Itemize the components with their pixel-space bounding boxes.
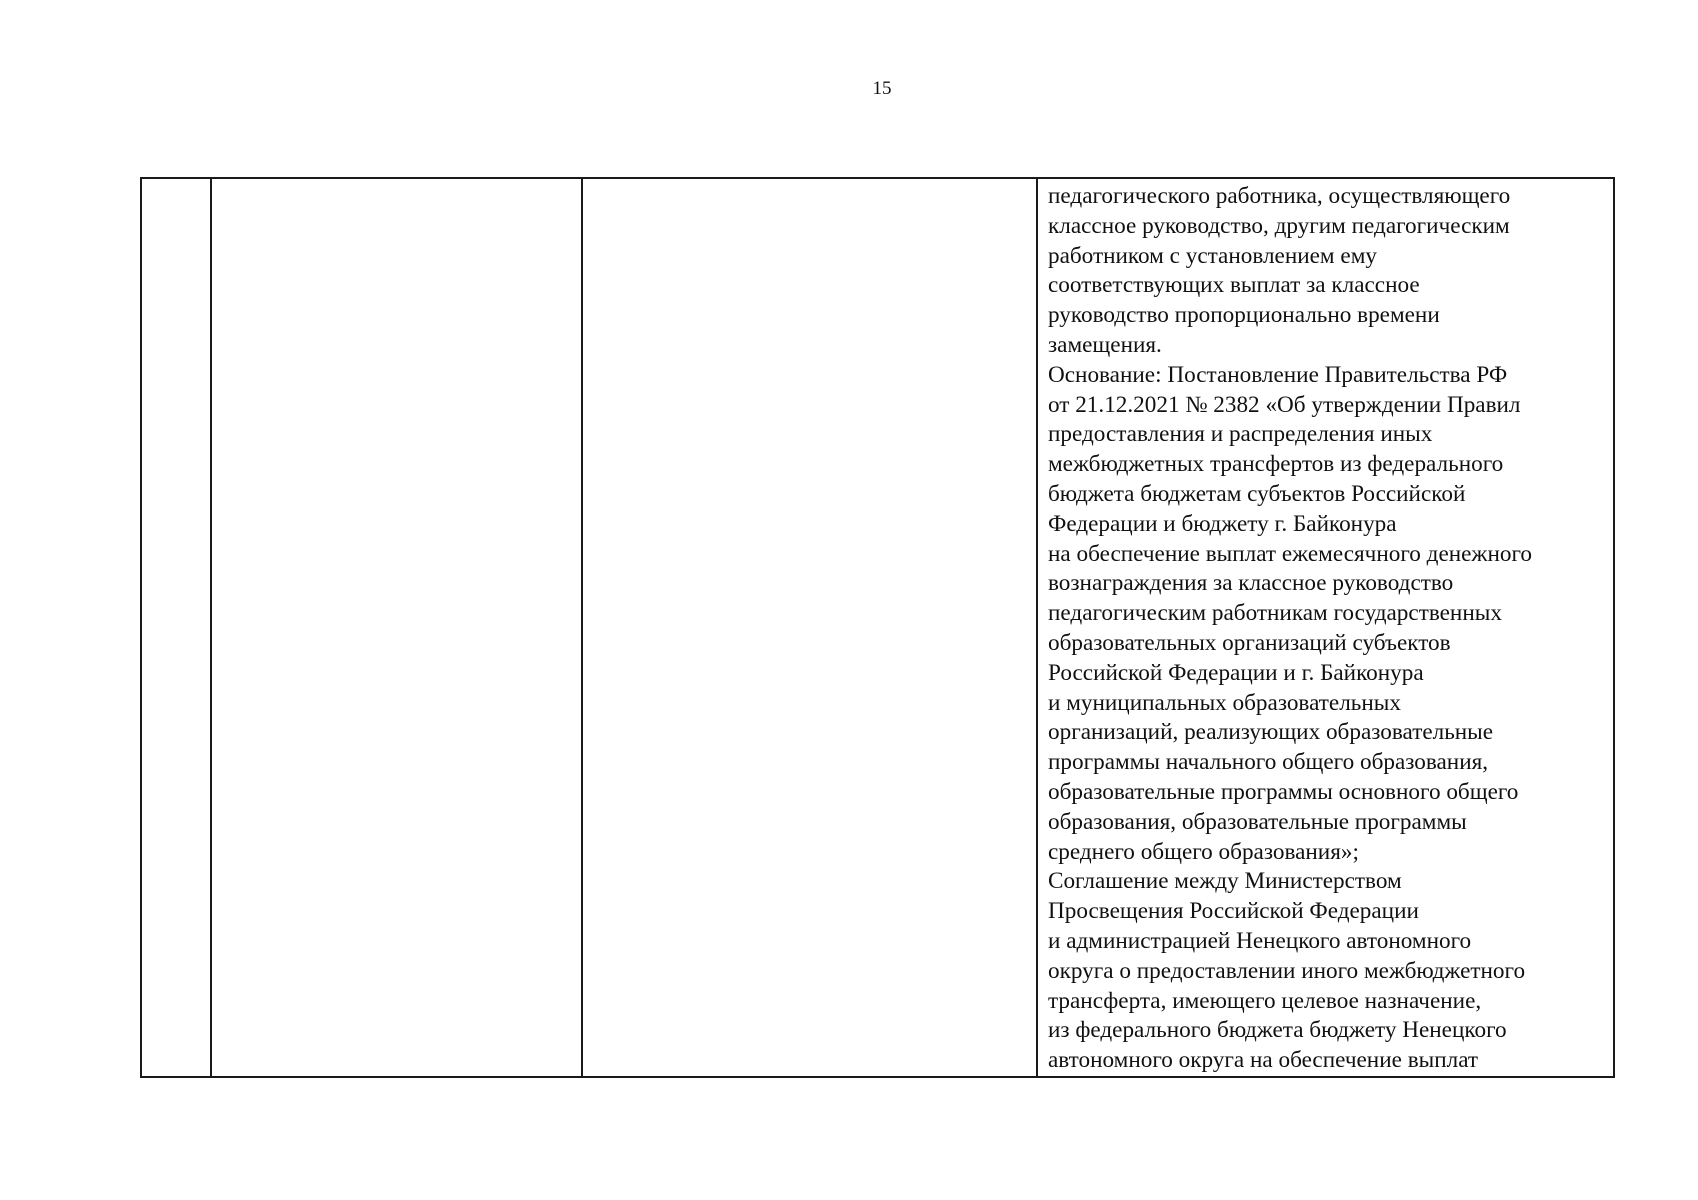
text-line: среднего общего образования»;	[1048, 838, 1359, 865]
text-line: и администрацией Ненецкого автономного	[1048, 927, 1472, 954]
text-line: работником с установлением ему	[1048, 242, 1377, 269]
text-line: Российской Федерации и г. Байконура	[1048, 659, 1424, 686]
text-line: образовательные программы основного общего	[1048, 778, 1519, 805]
text-line: классное руководство, другим педагогическим	[1048, 212, 1510, 239]
text-line: Просвещения Российской Федерации	[1048, 898, 1419, 925]
text-line: на обеспечение выплат ежемесячного денежного	[1048, 540, 1532, 567]
text-line: педагогическим работникам государственных	[1048, 600, 1502, 627]
text-line: руководство пропорционально времени	[1048, 302, 1440, 329]
text-line: программы начального общего образования,	[1048, 749, 1489, 776]
text-line: образовательных организаций субъектов	[1048, 629, 1451, 656]
description-text	[1038, 179, 1613, 1076]
text-line: трансферта, имеющего целевое назначение,	[1048, 987, 1482, 1014]
table-cell-description	[1037, 178, 1614, 1077]
text-line: замещения.	[1048, 331, 1162, 358]
text-line: организаций, реализующих образовательные	[1048, 719, 1494, 746]
text-line: от 21.12.2021 № 2382 «Об утверждении Правил	[1048, 391, 1521, 418]
table-cell-number	[141, 178, 211, 1077]
text-line: педагогического работника, осуществляющего	[1048, 183, 1511, 209]
page-number: 15	[872, 78, 892, 99]
document-table	[140, 177, 1615, 1078]
text-line: Федерации и бюджету г. Байконура	[1048, 510, 1397, 537]
text-line: из федерального бюджета бюджету Ненецкого	[1048, 1017, 1507, 1044]
text-line: предоставления и распределения иных	[1048, 421, 1433, 448]
text-line: Основание: Постановление Правительства РФ	[1048, 361, 1508, 388]
text-line: округа о предоставлении иного межбюджетного	[1048, 957, 1526, 984]
table-row	[141, 178, 1614, 1077]
text-line: Соглашение между Министерством	[1048, 868, 1402, 895]
text-line: и муниципальных образовательных	[1048, 689, 1401, 716]
text-line: соответствующих выплат за классное	[1048, 272, 1420, 299]
table-cell-responsible	[582, 178, 1037, 1077]
table-cell-measure	[211, 178, 582, 1077]
text-line: вознаграждения за классное руководство	[1048, 570, 1454, 597]
text-line: межбюджетных трансфертов из федерального	[1048, 451, 1504, 478]
text-line: бюджета бюджетам субъектов Российской	[1048, 480, 1466, 507]
text-line: автономного округа на обеспечение выплат	[1048, 1047, 1479, 1074]
text-line: образования, образовательные программы	[1048, 808, 1467, 835]
